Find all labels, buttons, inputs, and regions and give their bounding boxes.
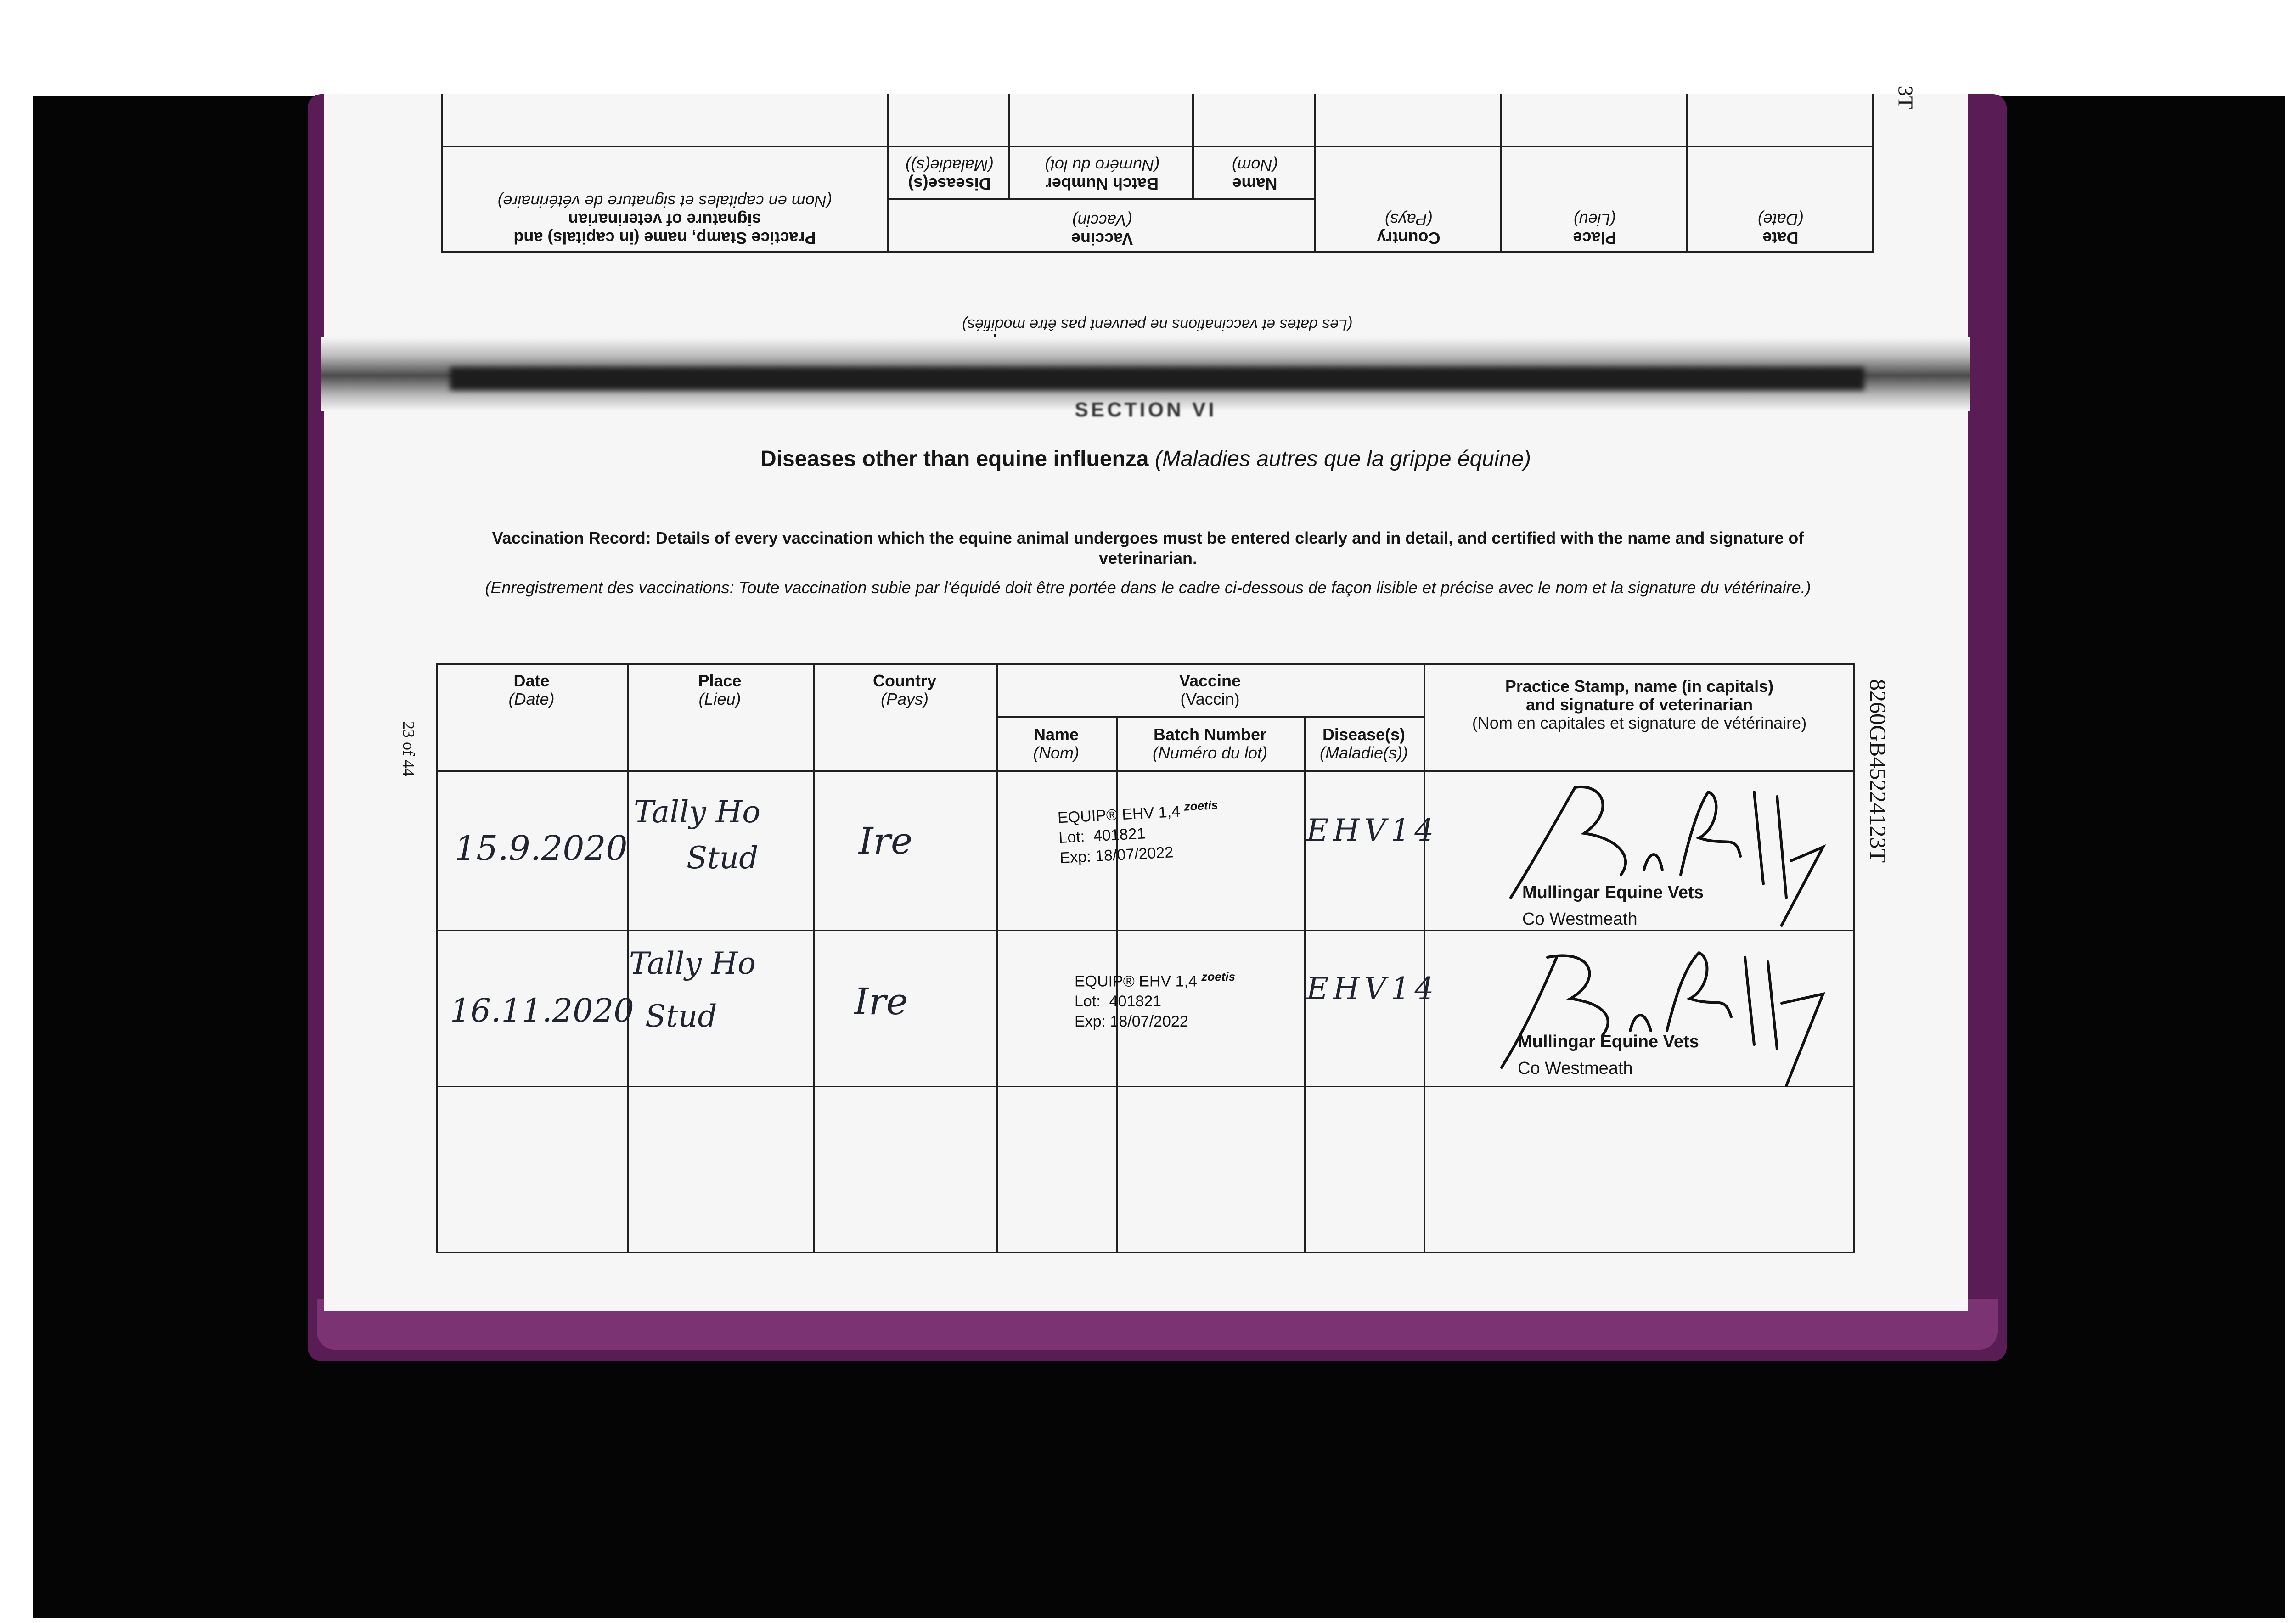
practice-stamp-header: Practice Stamp, name (in capitals) and signature of veterinarian (Nom en capitales et signature de vétérinaire) (1472, 677, 1807, 732)
page-corner-serial: 3T (1894, 85, 1918, 109)
vaccination-disease: EHV14 (1306, 813, 1439, 848)
vaccination-place-line2: Stud (687, 840, 759, 876)
vaccine-batch-sticker: EQUIP® EHV 1,4 $^{zoetis}$ Lot: 401821 Exp: 18/07/2022 (1057, 797, 1219, 867)
upside-stamp-header: Practice Stamp, name (in capitals) and signature of veterinarian (Nom en capitales et signature de vétérinaire) (497, 192, 832, 247)
vaccination-place: Tally Ho (634, 794, 761, 830)
upside-place-header: Place (Lieu) (1573, 210, 1616, 247)
upside-disease-header: Disease(s) (Maladie(s)) (905, 156, 994, 193)
vaccination-country: Ire (854, 980, 908, 1023)
vaccination-record-instructions: Vaccination Record: Details of every vaccination which the equine animal undergoes must be entered clearly and in detail, and certified with the name and signature of veterinarian. (492, 528, 1804, 567)
vaccination-place: Tally Ho (629, 946, 756, 981)
upside-country-header: Country (Pays) (1377, 210, 1441, 247)
page-heading: Diseases other than equine influenza (Maladies autres que la grippe équine) (760, 447, 1531, 471)
vaccination-record-instructions-fr: (Enregistrement des vaccinations: Toute vaccination subie par l'équidé doit être portée dans le cadre ci-dessous de façon lisible et précise avec le nom et la signature du vétérinaire.) (485, 578, 1811, 597)
vaccine-batch-sticker: EQUIP® EHV 1,4 $^{zoetis}$ Lot: 401821 Exp: 18/07/2022 (1075, 970, 1236, 1031)
upside-down-previous-page (441, 94, 1874, 351)
upside-batch-header: Batch Number (Numéro du lot) (1044, 156, 1160, 193)
spine-blurred-heading-bar (450, 367, 1864, 390)
vet-practice-name: Mullingar Equine Vets Co Westmeath (1522, 883, 1704, 929)
country-column-header: Country (Pays) (873, 671, 936, 708)
upside-vaccine-header: Vaccine (Vaccin) (1071, 211, 1133, 248)
section-label: SECTION VI (1075, 399, 1217, 421)
vaccination-table (436, 663, 1855, 1253)
vaccine-name-header: Name (Nom) (1033, 725, 1079, 762)
upside-name-header: Name (Nom) (1232, 156, 1278, 193)
vaccination-date: 16.11.2020 (450, 992, 634, 1029)
date-column-header: Date (Date) (508, 671, 555, 708)
upside-alter-note: (Les dates et vaccinations ne peuvent pas être modifiés) (962, 316, 1353, 333)
vet-practice-name: Mullingar Equine Vets Co Westmeath (1518, 1032, 1699, 1078)
upside-date-header: Date (Date) (1757, 210, 1804, 247)
upside-vaccination-table (441, 94, 1874, 253)
vaccination-disease: EHV14 (1306, 971, 1439, 1006)
page-number: 23 of 44 (400, 721, 418, 776)
vaccination-place-line2: Stud (645, 999, 717, 1034)
batch-number-header: Batch Number (Numéro du lot) (1152, 725, 1268, 762)
vaccine-column-header: Vaccine (Vaccin) (1179, 671, 1241, 708)
place-column-header: Place (Lieu) (698, 671, 742, 708)
vaccination-country: Ire (859, 820, 913, 862)
vaccination-date: 15.9.2020 (455, 829, 628, 868)
disease-header: Disease(s) (Maladie(s)) (1319, 725, 1408, 762)
passport-id-number: 8260GB45224123T (1865, 679, 1891, 863)
